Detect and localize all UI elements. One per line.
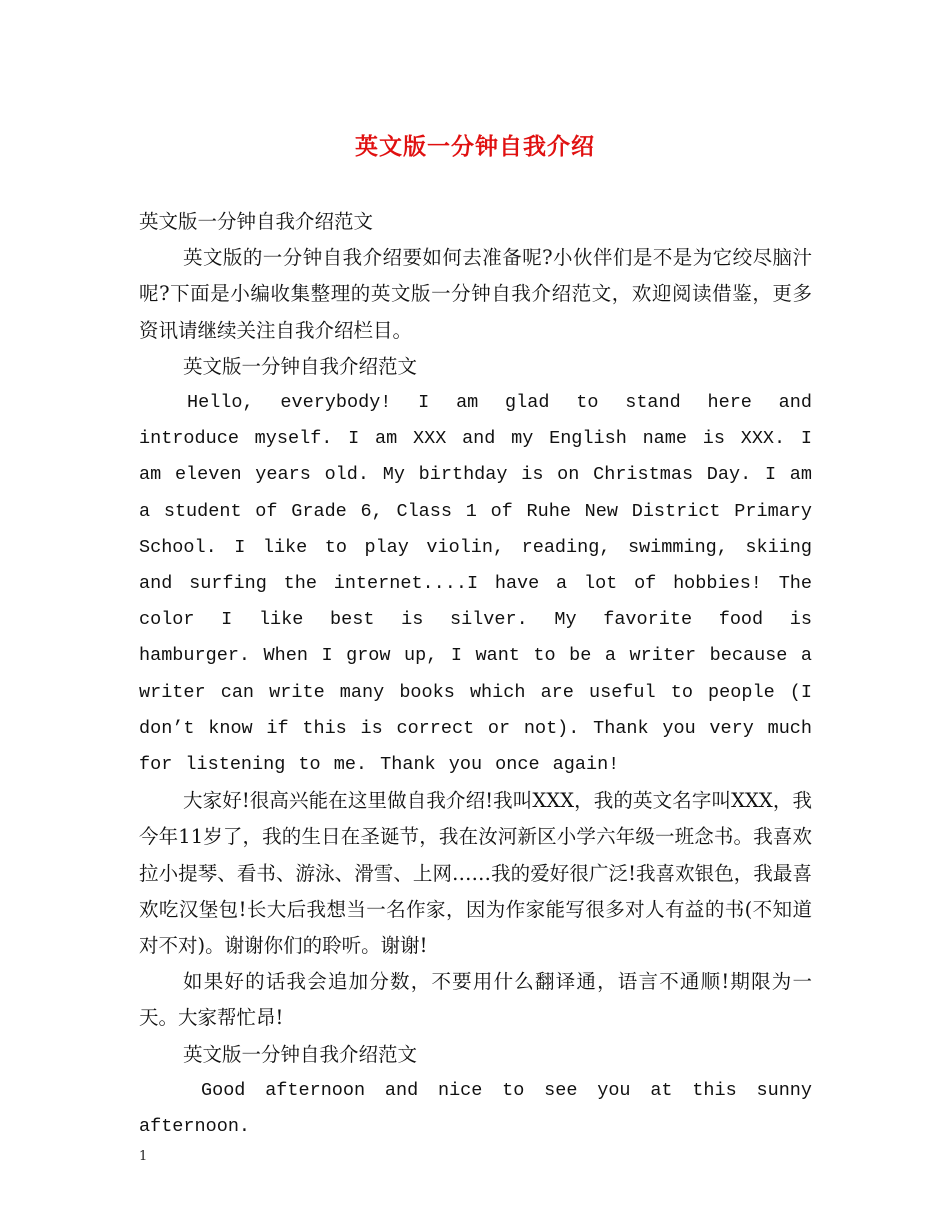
english-greeting-paragraph: Good afternoon and nice to see you at this sunny afternoon. [139,1079,812,1138]
intro-paragraph: 英文版的一分钟自我介绍要如何去准备呢?小伙伴们是不是为它绞尽脑汁呢?下面是小编收集整理的英文版一分钟自我介绍范文，欢迎阅读借鉴，更多资讯请继续关注自我介绍栏目。 [139,246,812,342]
subtitle-paragraph: 英文版一分钟自我介绍范文 [139,210,374,233]
page-number: 1 [139,1149,148,1164]
section-heading-paragraph: 英文版一分钟自我介绍范文 [183,354,418,378]
section-heading-paragraph-2: 英文版一分钟自我介绍范文 [183,1042,418,1066]
english-self-introduction-paragraph: Hello, everybody! I am glad to stand here and introduce myself. I am XXX and my English name is XXX. I am eleven years old. My birthday is on Christmas Day. I am a student of Grade 6, Class 1 of Ruhe New District Primary School. I like to play violin, reading, swimming, skiing and surfing the internet....I have a lot of hobbies! The color I like best is silver. My favorite food is hamburger. When I grow up, I want to be a writer because a writer can write many books which are useful to people (I don’t know if this is correct or not). Thank you very much for listening to me. Thank you once again! [139,392,812,776]
chinese-self-introduction-paragraph: 大家好!很高兴能在这里做自我介绍!我叫XXX，我的英文名字叫XXX，我今年11岁了，我的生日在圣诞节，我在汝河新区小学六年级一班念书。我喜欢拉小提琴、看书、游泳、滑雪、上网……我的爱好很广泛!我喜欢银色，我最喜欢吃汉堡包!长大后我想当一名作家，因为作家能写很多对人有益的书(不知道对不对)。谢谢你们的聆听。谢谢! [139,789,812,958]
document-title: 英文版一分钟自我介绍 [355,133,595,160]
request-paragraph: 如果好的话我会追加分数，不要用什么翻译通，语言不通顺!期限为一天。大家帮忙昂! [139,970,812,1030]
document-body [139,204,812,1145]
